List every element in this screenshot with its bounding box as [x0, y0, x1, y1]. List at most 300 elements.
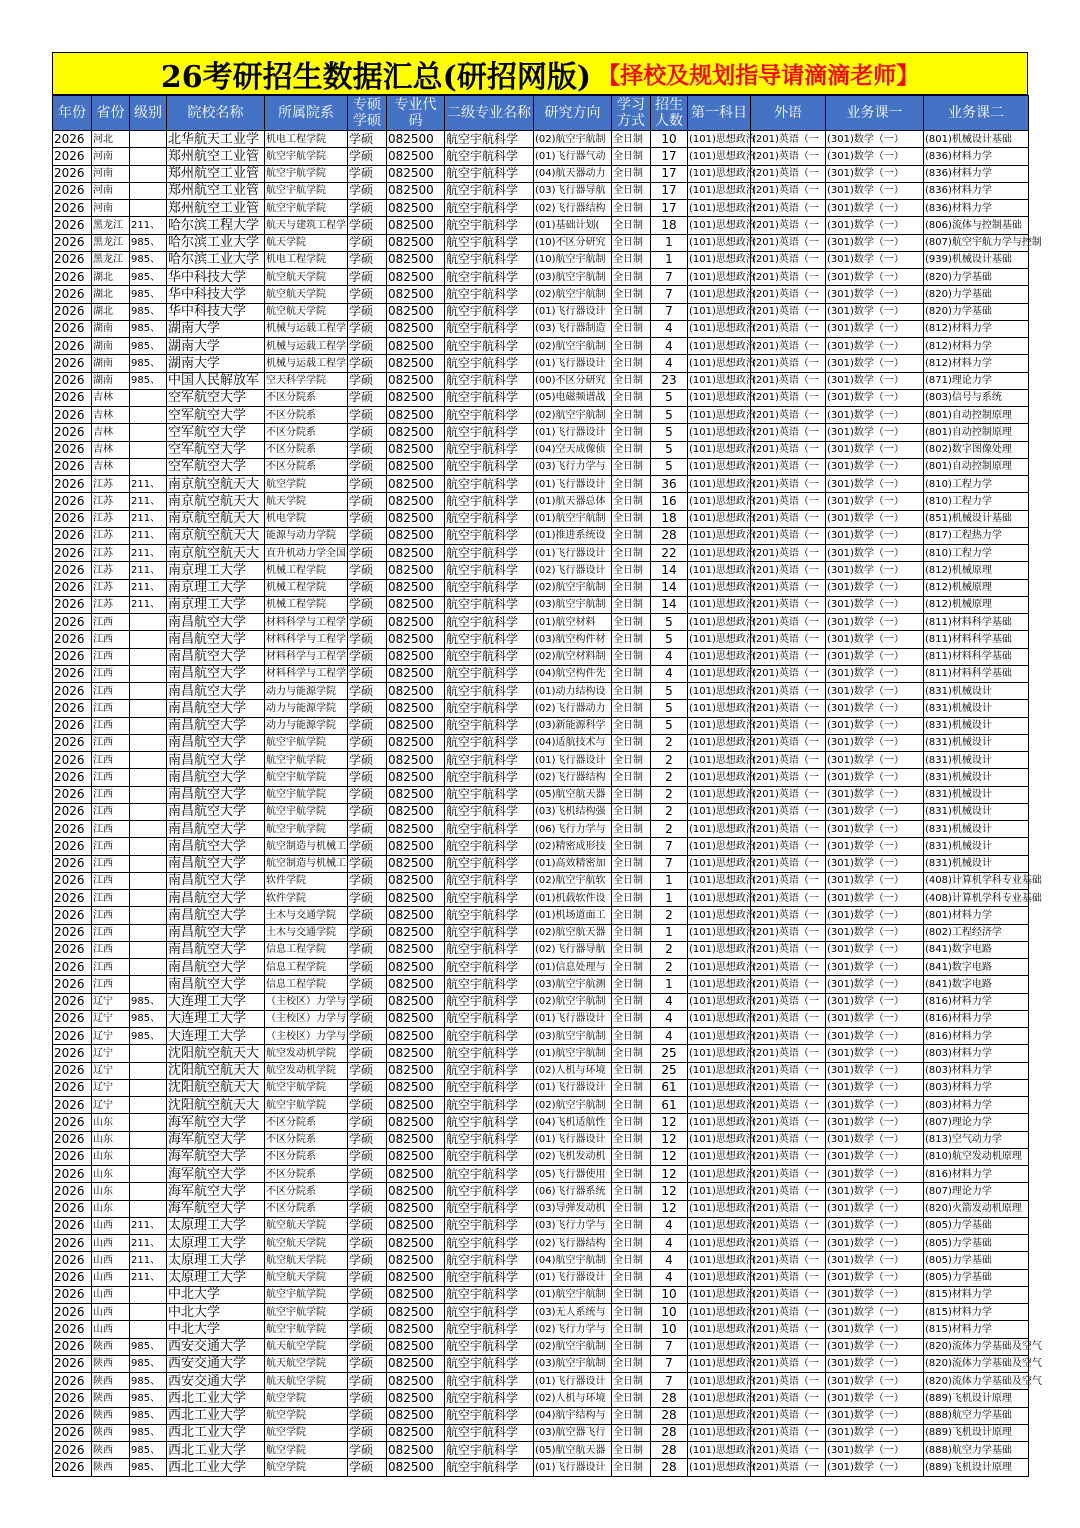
- table-cell: 082500: [387, 1045, 445, 1062]
- table-cell: (803)材料力学: [924, 1097, 1029, 1114]
- table-row: [53, 838, 1029, 855]
- table-cell: 湖北: [92, 303, 130, 320]
- table-cell: 12: [651, 1200, 688, 1217]
- table-cell: (803)材料力学: [924, 1079, 1029, 1096]
- table-cell: 中北大学: [167, 1286, 265, 1303]
- table-cell: 航空宇航科学: [445, 320, 534, 337]
- column-header: 二级专业名称: [445, 96, 534, 131]
- table-row: [53, 355, 1029, 372]
- table-cell: 2: [651, 959, 688, 976]
- table-cell: 陕西: [92, 1390, 130, 1407]
- table-cell: 学硕: [348, 131, 387, 148]
- table-cell: 学硕: [348, 234, 387, 251]
- table-cell: 空军航空大学: [167, 441, 265, 458]
- table-row: [53, 1338, 1029, 1355]
- table-cell: 全日制: [612, 269, 651, 286]
- table-cell: 082500: [387, 683, 445, 700]
- table-cell: 082500: [387, 1200, 445, 1217]
- table-cell: 材料科学与工程学: [265, 614, 348, 631]
- table-cell: (101)思想政治: [688, 648, 751, 665]
- table-cell: 航空宇航学院: [265, 803, 348, 820]
- table-cell: (03)飞行器导航: [534, 182, 612, 199]
- table-cell: (101)思想政治: [688, 476, 751, 493]
- table-cell: 航空宇航科学: [445, 389, 534, 406]
- table-cell: 南昌航空大学: [167, 872, 265, 889]
- table-row: [53, 648, 1029, 665]
- table-cell: (301)数学（一）: [826, 286, 924, 303]
- table-cell: 2026: [53, 1028, 92, 1045]
- table-cell: (01)信息处理与: [534, 959, 612, 976]
- table-cell: 中北大学: [167, 1321, 265, 1338]
- table-cell: 机电工程学院: [265, 251, 348, 268]
- table-cell: 哈尔滨工业大学: [167, 234, 265, 251]
- table-cell: (301)数学（一）: [826, 1028, 924, 1045]
- table-cell: 航空航天学院: [265, 303, 348, 320]
- table-cell: 黑龙江: [92, 251, 130, 268]
- table-cell: 985、: [130, 234, 167, 251]
- table-cell: (301)数学（一）: [826, 234, 924, 251]
- table-cell: 湖北: [92, 269, 130, 286]
- table-cell: [130, 683, 167, 700]
- table-cell: 航空宇航科学: [445, 234, 534, 251]
- table-cell: (101)思想政治: [688, 734, 751, 751]
- table-cell: 航空宇航科学: [445, 1269, 534, 1286]
- table-cell: 7: [651, 303, 688, 320]
- table-cell: 航空宇航科学: [445, 1131, 534, 1148]
- table-cell: 材料科学与工程学: [265, 648, 348, 665]
- table-cell: (201)英语（一: [751, 734, 826, 751]
- table-cell: 航空宇航科学: [445, 993, 534, 1010]
- table-cell: 985、: [130, 320, 167, 337]
- table-cell: 082500: [387, 510, 445, 527]
- table-cell: 2026: [53, 269, 92, 286]
- table-cell: 12: [651, 1131, 688, 1148]
- table-cell: (04)飞机适航性: [534, 1114, 612, 1131]
- table-cell: 航空宇航科学: [445, 1373, 534, 1390]
- table-cell: (101)思想政治: [688, 320, 751, 337]
- table-cell: 28: [651, 1459, 688, 1476]
- table-cell: 山东: [92, 1114, 130, 1131]
- table-cell: 学硕: [348, 527, 387, 544]
- table-cell: (03)航空宇航制: [534, 1355, 612, 1372]
- table-cell: 28: [651, 1407, 688, 1424]
- table-cell: 082500: [387, 614, 445, 631]
- table-cell: 082500: [387, 1235, 445, 1252]
- table-cell: (301)数学（一）: [826, 1407, 924, 1424]
- table-cell: 12: [651, 1114, 688, 1131]
- column-header: 专硕学硕: [348, 96, 387, 131]
- table-cell: (101)思想政治: [688, 803, 751, 820]
- table-cell: (02)飞行器结构: [534, 200, 612, 217]
- table-cell: 航空宇航科学: [445, 1200, 534, 1217]
- table-cell: 全日制: [612, 700, 651, 717]
- table-cell: 南京理工大学: [167, 596, 265, 613]
- table-cell: [130, 1183, 167, 1200]
- table-cell: 学硕: [348, 389, 387, 406]
- table-cell: 大连理工大学: [167, 1010, 265, 1027]
- table-cell: 2026: [53, 1062, 92, 1079]
- table-cell: 山东: [92, 1131, 130, 1148]
- column-header: 院校名称: [167, 96, 265, 131]
- table-cell: 江西: [92, 648, 130, 665]
- table-cell: 空天科学学院: [265, 372, 348, 389]
- table-cell: (301)数学（一）: [826, 872, 924, 889]
- table-cell: 2026: [53, 424, 92, 441]
- table-cell: 5: [651, 424, 688, 441]
- table-cell: (301)数学（一）: [826, 562, 924, 579]
- table-cell: 软件学院: [265, 890, 348, 907]
- table-cell: (201)英语（一: [751, 562, 826, 579]
- table-cell: (101)思想政治: [688, 1355, 751, 1372]
- table-cell: (101)思想政治: [688, 752, 751, 769]
- table-cell: 学硕: [348, 1131, 387, 1148]
- table-cell: 不区分院系: [265, 1131, 348, 1148]
- table-cell: 2026: [53, 838, 92, 855]
- table-cell: (101)思想政治: [688, 510, 751, 527]
- table-cell: 湖南: [92, 338, 130, 355]
- table-cell: 学硕: [348, 1407, 387, 1424]
- table-cell: 082500: [387, 1148, 445, 1165]
- table-cell: 江西: [92, 890, 130, 907]
- table-cell: 082500: [387, 148, 445, 165]
- table-cell: 航空宇航科学: [445, 545, 534, 562]
- table-cell: 江西: [92, 855, 130, 872]
- table-cell: 学硕: [348, 269, 387, 286]
- sheet-title-note: 【择校及规划指导请滴滴老师】: [597, 63, 920, 89]
- table-row: [53, 1390, 1029, 1407]
- table-cell: 航空宇航科学: [445, 907, 534, 924]
- table-cell: 082500: [387, 1217, 445, 1234]
- table-cell: (02)航空宇航制: [534, 1338, 612, 1355]
- table-cell: 211、: [130, 562, 167, 579]
- table-cell: 航空宇航科学: [445, 683, 534, 700]
- table-cell: 12: [651, 1166, 688, 1183]
- table-cell: 28: [651, 1390, 688, 1407]
- table-cell: (812)材料力学: [924, 355, 1029, 372]
- table-row: [53, 1442, 1029, 1459]
- table-cell: (301)数学（一）: [826, 527, 924, 544]
- table-cell: 湖南大学: [167, 355, 265, 372]
- table-cell: 航空宇航科学: [445, 1252, 534, 1269]
- table-cell: [130, 872, 167, 889]
- table-cell: (201)英语（一: [751, 1407, 826, 1424]
- table-row: [53, 890, 1029, 907]
- table-cell: 17: [651, 200, 688, 217]
- table-cell: 082500: [387, 1269, 445, 1286]
- table-cell: 学硕: [348, 959, 387, 976]
- table-cell: 082500: [387, 993, 445, 1010]
- table-cell: (101)思想政治: [688, 959, 751, 976]
- table-cell: (201)英语（一: [751, 890, 826, 907]
- table-cell: 25: [651, 1062, 688, 1079]
- table-cell: (201)英语（一: [751, 1269, 826, 1286]
- table-cell: (101)思想政治: [688, 1097, 751, 1114]
- table-cell: 全日制: [612, 1166, 651, 1183]
- table-cell: 学硕: [348, 493, 387, 510]
- table-cell: 南昌航空大学: [167, 752, 265, 769]
- table-cell: 太原理工大学: [167, 1269, 265, 1286]
- table-cell: (201)英语（一: [751, 303, 826, 320]
- table-cell: (05)航空航天器: [534, 1442, 612, 1459]
- table-cell: (101)思想政治: [688, 217, 751, 234]
- table-cell: 南昌航空大学: [167, 769, 265, 786]
- table-cell: 航空宇航科学: [445, 821, 534, 838]
- table-cell: (301)数学（一）: [826, 303, 924, 320]
- table-cell: (10)不区分研究: [534, 234, 612, 251]
- table-cell: 全日制: [612, 959, 651, 976]
- table-cell: (301)数学（一）: [826, 389, 924, 406]
- table-cell: 航空宇航科学: [445, 200, 534, 217]
- table-cell: [130, 665, 167, 682]
- table-cell: 空军航空大学: [167, 424, 265, 441]
- table-cell: 江西: [92, 821, 130, 838]
- table-cell: 082500: [387, 1442, 445, 1459]
- table-cell: (101)思想政治: [688, 286, 751, 303]
- table-cell: [130, 959, 167, 976]
- table-cell: (805)力学基础: [924, 1269, 1029, 1286]
- table-cell: (301)数学（一）: [826, 355, 924, 372]
- table-cell: 山西: [92, 1321, 130, 1338]
- table-cell: 4: [651, 665, 688, 682]
- table-cell: (101)思想政治: [688, 1390, 751, 1407]
- table-cell: 学硕: [348, 1442, 387, 1459]
- table-cell: 南昌航空大学: [167, 717, 265, 734]
- table-cell: [130, 752, 167, 769]
- table-row: [53, 1459, 1029, 1476]
- table-cell: 2026: [53, 131, 92, 148]
- table-cell: 航空宇航学院: [265, 752, 348, 769]
- table-cell: (101)思想政治: [688, 907, 751, 924]
- table-cell: (801)自动控制原理: [924, 424, 1029, 441]
- table-cell: 2026: [53, 924, 92, 941]
- table-cell: (888)航空力学基础: [924, 1442, 1029, 1459]
- table-cell: 南昌航空大学: [167, 665, 265, 682]
- table-cell: (201)英语（一: [751, 286, 826, 303]
- table-cell: 5: [651, 389, 688, 406]
- table-cell: 航空宇航科学: [445, 441, 534, 458]
- table-cell: 土木与交通学院: [265, 907, 348, 924]
- table-cell: 学硕: [348, 424, 387, 441]
- table-cell: (201)英语（一: [751, 510, 826, 527]
- table-cell: 10: [651, 1321, 688, 1338]
- table-cell: (301)数学（一）: [826, 752, 924, 769]
- table-cell: (801)机械设计基础: [924, 131, 1029, 148]
- table-cell: 航空宇航科学: [445, 1114, 534, 1131]
- table-cell: 航空宇航学院: [265, 200, 348, 217]
- table-row: [53, 165, 1029, 182]
- table-cell: (301)数学（一）: [826, 1166, 924, 1183]
- table-cell: 2: [651, 769, 688, 786]
- table-cell: 江西: [92, 752, 130, 769]
- table-cell: (101)思想政治: [688, 683, 751, 700]
- table-cell: 全日制: [612, 1459, 651, 1476]
- table-cell: 17: [651, 148, 688, 165]
- table-cell: (101)思想政治: [688, 407, 751, 424]
- table-cell: 全日制: [612, 1045, 651, 1062]
- table-cell: 082500: [387, 338, 445, 355]
- table-cell: 江西: [92, 614, 130, 631]
- table-cell: 082500: [387, 1114, 445, 1131]
- table-row: [53, 769, 1029, 786]
- table-cell: 2026: [53, 1131, 92, 1148]
- table-cell: 2026: [53, 752, 92, 769]
- table-cell: (201)英语（一: [751, 338, 826, 355]
- table-row: [53, 200, 1029, 217]
- table-cell: 南昌航空大学: [167, 924, 265, 941]
- table-cell: 2026: [53, 389, 92, 406]
- table-cell: (301)数学（一）: [826, 251, 924, 268]
- table-cell: 山西: [92, 1235, 130, 1252]
- table-cell: 全日制: [612, 320, 651, 337]
- table-cell: 全日制: [612, 1252, 651, 1269]
- table-cell: 2026: [53, 1235, 92, 1252]
- table-cell: [130, 165, 167, 182]
- table-cell: (816)材料力学: [924, 1166, 1029, 1183]
- table-cell: (02)飞机发动机: [534, 1148, 612, 1165]
- table-cell: 全日制: [612, 458, 651, 475]
- table-cell: (301)数学（一）: [826, 803, 924, 820]
- table-row: [53, 596, 1029, 613]
- table-cell: (301)数学（一）: [826, 372, 924, 389]
- table-cell: 082500: [387, 251, 445, 268]
- table-row: [53, 441, 1029, 458]
- table-cell: 航空宇航科学: [445, 1097, 534, 1114]
- table-cell: (02)航空宇航制: [534, 407, 612, 424]
- table-cell: 航空学院: [265, 1424, 348, 1441]
- table-cell: 全日制: [612, 1114, 651, 1131]
- table-cell: 082500: [387, 924, 445, 941]
- table-cell: 学硕: [348, 803, 387, 820]
- table-cell: 2026: [53, 1148, 92, 1165]
- table-cell: (101)思想政治: [688, 924, 751, 941]
- table-cell: 航空宇航科学: [445, 1079, 534, 1096]
- table-cell: (201)英语（一: [751, 1459, 826, 1476]
- table-cell: (101)思想政治: [688, 1424, 751, 1441]
- table-cell: 航空宇航学院: [265, 182, 348, 199]
- table-cell: (201)英语（一: [751, 924, 826, 941]
- column-header: 级别: [130, 96, 167, 131]
- table-cell: 河南: [92, 165, 130, 182]
- table-cell: 082500: [387, 838, 445, 855]
- table-cell: 082500: [387, 1131, 445, 1148]
- table-cell: 学硕: [348, 872, 387, 889]
- table-cell: 082500: [387, 1373, 445, 1390]
- table-cell: 航空宇航科学: [445, 579, 534, 596]
- table-cell: 082500: [387, 786, 445, 803]
- table-row: [53, 855, 1029, 872]
- table-cell: 河北: [92, 131, 130, 148]
- table-cell: (201)英语（一: [751, 165, 826, 182]
- table-cell: 航空宇航科学: [445, 286, 534, 303]
- table-cell: 江西: [92, 838, 130, 855]
- table-cell: (841)数字电路: [924, 976, 1029, 993]
- table-cell: 航空航天学院: [265, 1252, 348, 1269]
- table-cell: (101)思想政治: [688, 269, 751, 286]
- table-cell: (201)英语（一: [751, 476, 826, 493]
- table-cell: (801)自动控制原理: [924, 407, 1029, 424]
- table-cell: (03)飞机结构强: [534, 803, 612, 820]
- table-cell: 4: [651, 1235, 688, 1252]
- table-cell: (03)飞行力学与: [534, 1217, 612, 1234]
- table-cell: 082500: [387, 1338, 445, 1355]
- table-cell: 学硕: [348, 476, 387, 493]
- table-cell: 航空宇航科学: [445, 1424, 534, 1441]
- table-cell: 2026: [53, 1217, 92, 1234]
- table-cell: (301)数学（一）: [826, 338, 924, 355]
- table-row: [53, 1424, 1029, 1441]
- table-cell: (201)英语（一: [751, 1148, 826, 1165]
- table-cell: 郑州航空工业管: [167, 148, 265, 165]
- table-cell: (101)思想政治: [688, 1010, 751, 1027]
- table-cell: 2026: [53, 596, 92, 613]
- table-cell: 28: [651, 527, 688, 544]
- table-cell: (201)英语（一: [751, 424, 826, 441]
- table-cell: (301)数学（一）: [826, 1183, 924, 1200]
- table-cell: (201)英语（一: [751, 821, 826, 838]
- table-cell: (888)航空力学基础: [924, 1407, 1029, 1424]
- table-cell: 14: [651, 579, 688, 596]
- table-cell: (201)英语（一: [751, 131, 826, 148]
- table-cell: (101)思想政治: [688, 1183, 751, 1200]
- table-cell: 7: [651, 1373, 688, 1390]
- table-cell: (201)英语（一: [751, 838, 826, 855]
- table-cell: (801)材料力学: [924, 907, 1029, 924]
- table-cell: 2026: [53, 1269, 92, 1286]
- table-cell: 全日制: [612, 1304, 651, 1321]
- table-cell: (301)数学（一）: [826, 441, 924, 458]
- table-cell: 郑州航空工业管: [167, 182, 265, 199]
- table-cell: (805)力学基础: [924, 1252, 1029, 1269]
- table-cell: [130, 855, 167, 872]
- table-cell: 南京航空航天大: [167, 510, 265, 527]
- table-cell: 全日制: [612, 562, 651, 579]
- table-cell: 2026: [53, 251, 92, 268]
- table-cell: (201)英语（一: [751, 907, 826, 924]
- table-cell: (01)飞行器设计: [534, 1131, 612, 1148]
- table-cell: (01)机载软件设: [534, 890, 612, 907]
- table-cell: (301)数学（一）: [826, 717, 924, 734]
- table-cell: (301)数学（一）: [826, 941, 924, 958]
- table-cell: (02)人机与环境: [534, 1062, 612, 1079]
- table-row: [53, 1252, 1029, 1269]
- table-cell: 学硕: [348, 1217, 387, 1234]
- table-cell: 2026: [53, 803, 92, 820]
- table-cell: 1: [651, 251, 688, 268]
- table-cell: 南昌航空大学: [167, 803, 265, 820]
- table-cell: (301)数学（一）: [826, 1097, 924, 1114]
- table-cell: (301)数学（一）: [826, 976, 924, 993]
- table-cell: (01)动力结构设: [534, 683, 612, 700]
- table-cell: 全日制: [612, 286, 651, 303]
- table-cell: [130, 458, 167, 475]
- table-cell: [130, 838, 167, 855]
- table-cell: 学硕: [348, 1166, 387, 1183]
- table-cell: 2026: [53, 1424, 92, 1441]
- table-cell: 吉林: [92, 389, 130, 406]
- table-cell: 2026: [53, 527, 92, 544]
- table-cell: 全日制: [612, 1390, 651, 1407]
- table-cell: [130, 200, 167, 217]
- table-cell: 海军航空大学: [167, 1114, 265, 1131]
- table-cell: 航空宇航科学: [445, 786, 534, 803]
- table-cell: (851)机械设计基础: [924, 510, 1029, 527]
- table-cell: 航空航天学院: [265, 1235, 348, 1252]
- table-cell: 航空宇航科学: [445, 1062, 534, 1079]
- table-cell: 2026: [53, 959, 92, 976]
- table-row: [53, 493, 1029, 510]
- table-row: [53, 1321, 1029, 1338]
- table-cell: [130, 1114, 167, 1131]
